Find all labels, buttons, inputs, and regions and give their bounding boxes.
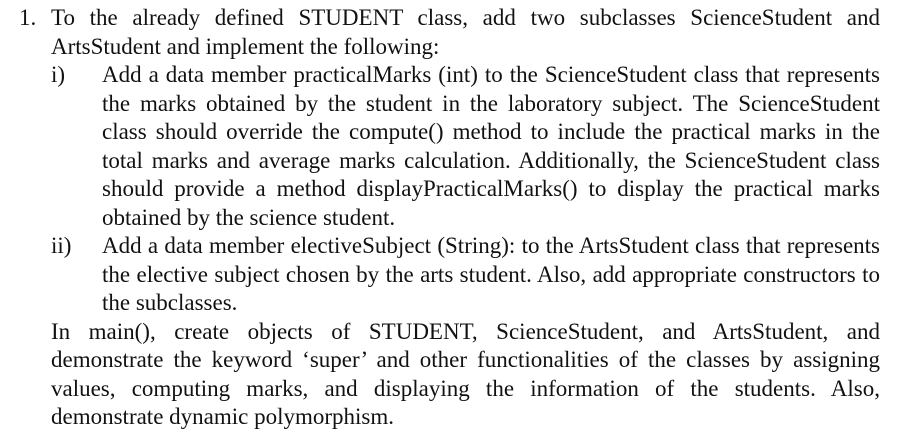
question-number: 1. (19, 5, 37, 30)
question-intro: To the already defined STUDENT class, add two subclasses ScienceStudent and ArtsStudent and implement the following: (51, 5, 880, 59)
document (0, 4, 900, 432)
sub-item-text: Add a data member practicalMarks (int) to the ScienceStudent class that represents the marks obtained by the student in the laboratory subject. The ScienceStudent class should override the compute() method to include the practical marks in the total marks and average marks calculation. Additionally, the ScienceStudent class should provide a method displayPracticalMarks() to display the practical marks obtained by the science student. (102, 62, 880, 230)
sub-item-label: i) (51, 62, 66, 87)
sub-item-ii (51, 232, 880, 318)
question-closing: In main(), create objects of STUDENT, ScienceStudent, and ArtsStudent, and demonstrate the keyword ‘super’ and other functionalities of the classes by assigning values, computing marks, and displaying the information of the students. Also, demonstrate dynamic polymorphism. (51, 318, 880, 429)
question-item (0, 4, 900, 432)
sub-item-label: ii) (51, 233, 72, 258)
sub-item-text: Add a data member electiveSubject (String): to the ArtsStudent class that represents the elective subject chosen by the arts student. Also, add appropriate constructors to the subclasses. (102, 233, 880, 315)
sub-item-i (51, 61, 880, 232)
